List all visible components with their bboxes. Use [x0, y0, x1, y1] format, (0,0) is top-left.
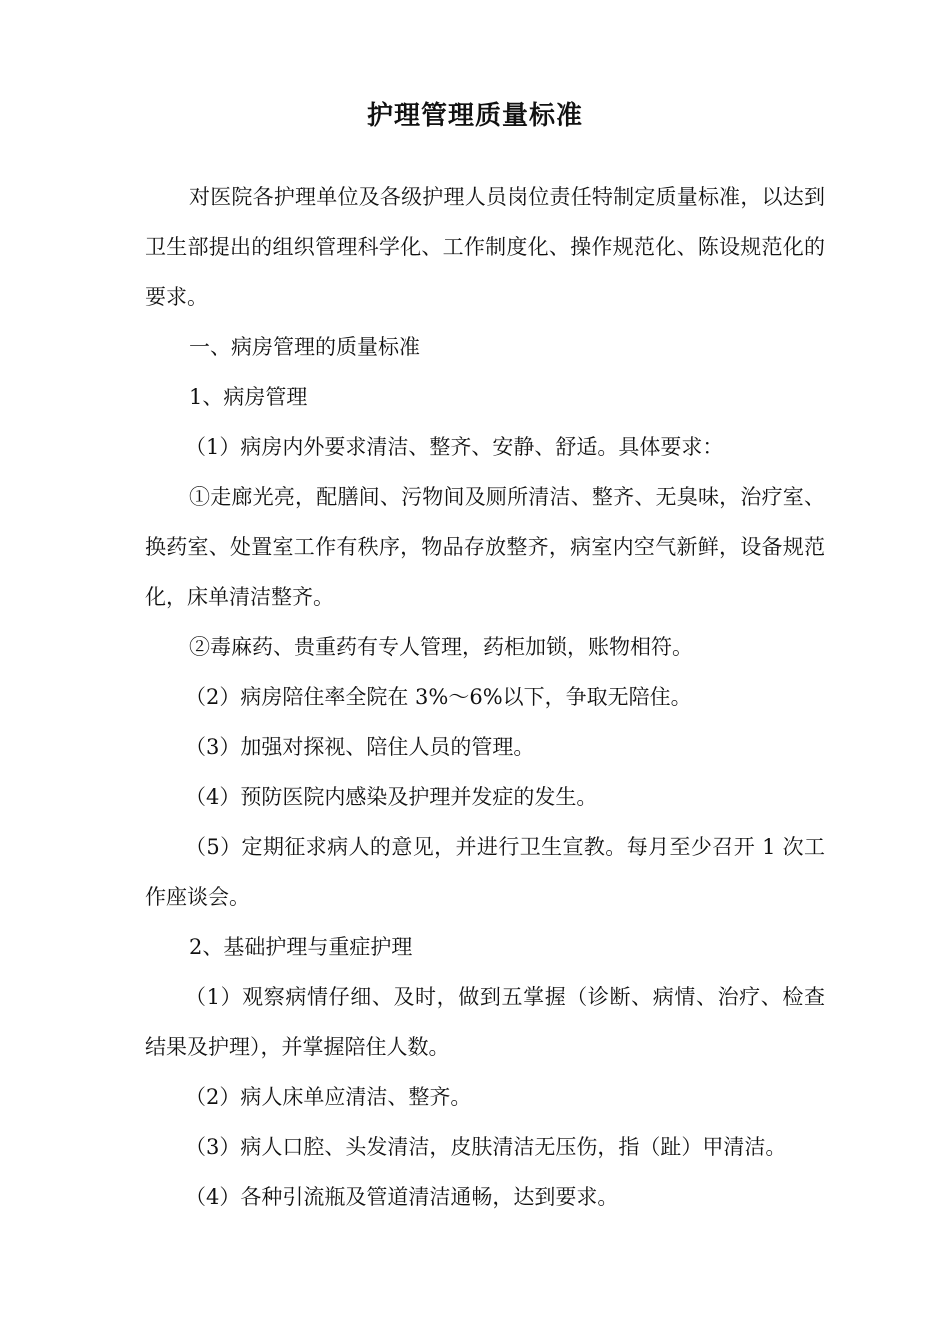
list-item: （1）观察病情仔细、及时，做到五掌握（诊断、病情、治疗、检查结果及护理），并掌握陪住人数。: [145, 985, 825, 1059]
subsection-heading: 2、基础护理与重症护理: [189, 935, 413, 959]
subsection-heading: 1、病房管理: [189, 385, 308, 409]
list-item: ②毒麻药、贵重药有专人管理，药柜加锁，账物相符。: [189, 635, 693, 659]
list-item: （4）预防医院内感染及护理并发症的发生。: [185, 785, 598, 809]
list-item: （2）病房陪住率全院在 3%～6%以下，争取无陪住。: [185, 685, 692, 709]
list-item: （3）病人口腔、头发清洁，皮肤清洁无压伤，指（趾）甲清洁。: [185, 1135, 787, 1159]
paragraph-intro: 对医院各护理单位及各级护理人员岗位责任特制定质量标准，以达到卫生部提出的组织管理科学化、工作制度化、操作规范化、陈设规范化的要求。: [145, 185, 825, 309]
list-item: （3）加强对探视、陪住人员的管理。: [185, 735, 535, 759]
list-item: （5）定期征求病人的意见，并进行卫生宣教。每月至少召开 1 次工作座谈会。: [145, 835, 825, 909]
list-item: （2）病人床单应清洁、整齐。: [185, 1085, 472, 1109]
document-body: [145, 172, 825, 1222]
list-item: （4）各种引流瓶及管道清洁通畅，达到要求。: [185, 1185, 619, 1209]
list-item: （1）病房内外要求清洁、整齐、安静、舒适。具体要求：: [185, 435, 724, 459]
list-item: ①走廊光亮，配膳间、污物间及厕所清洁、整齐、无臭味，治疗室、换药室、处置室工作有秩序，物品存放整齐，病室内空气新鲜，设备规范化，床单清洁整齐。: [145, 485, 825, 609]
section-heading: 一、病房管理的质量标准: [189, 335, 420, 359]
document-title: 护理管理质量标准: [366, 101, 583, 131]
